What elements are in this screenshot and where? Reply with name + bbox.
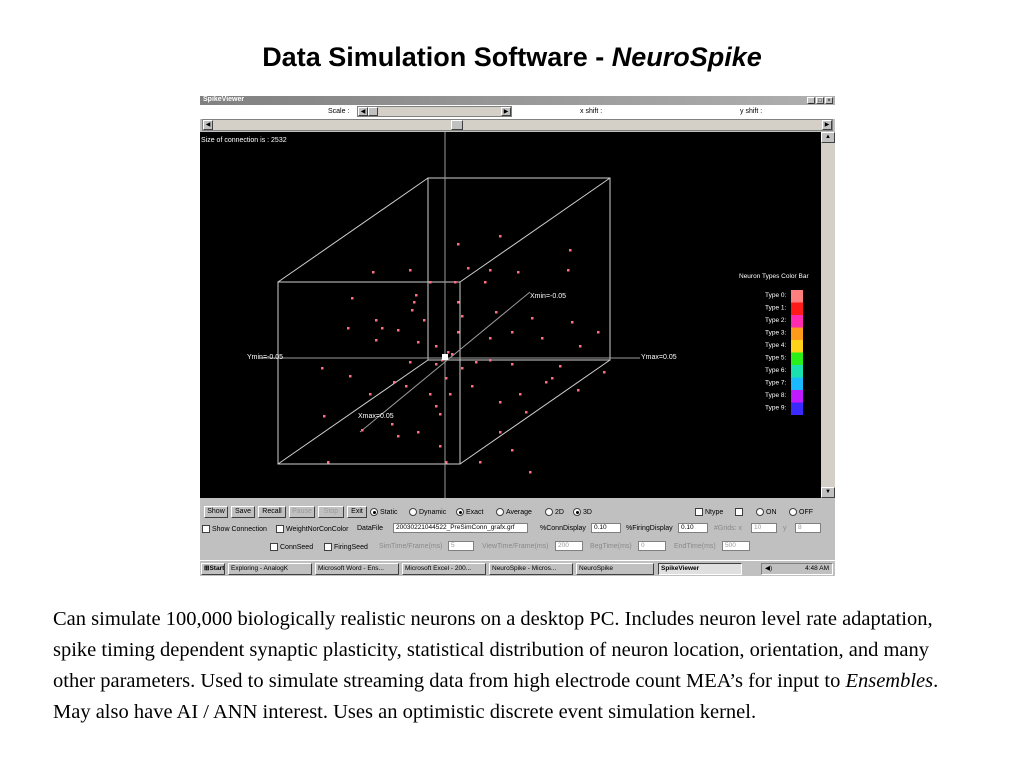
box-edge [278,360,428,464]
system-tray [761,563,833,575]
checkbox-icon [202,525,210,533]
simtime-input[interactable]: 5 [448,541,474,551]
legend-color-swatch [791,328,803,341]
neuron-point [479,461,482,464]
legend-color-swatch [791,303,803,316]
neuron-point [567,269,570,272]
slide-title-product: NeuroSpike [611,42,762,72]
legend-title: Neuron Types Color Bar [739,273,809,280]
maximize-icon[interactable]: □ [816,97,824,104]
viewtime-label: ViewTime/Frame(ms) [482,543,549,550]
firing-seed-label: FiringSeed [334,543,368,551]
neuron-point [405,385,408,388]
legend-type-label: Type 7: [765,379,787,387]
xshift-thumb[interactable] [451,120,463,130]
ntype-label: Ntype [705,508,724,516]
description-text: Can simulate 100,000 biologically realistic neurons on a desktop PC. Includes neuron level rate adaptation, spike timing dependent synaptic plasticity, statistical distribution of neuron location, orientation, and many other parameters. Used to simulate streaming data from high electrode count MEA’s for input to [53,608,933,692]
axes [260,132,640,498]
ntype-checkbox[interactable] [695,508,723,516]
neuron-point [361,429,364,432]
on-radio[interactable] [756,508,777,516]
legend-color-swatch [791,315,803,328]
task-spikeviewer[interactable]: SpikeViewer [658,563,742,575]
stop-button[interactable]: Stop [318,506,344,518]
on-label: ON [766,508,777,516]
neuron-point [423,319,426,322]
shift-controls [200,105,835,119]
neuron-point [417,431,420,434]
weight-color-label: WeightNorConColor [286,525,349,533]
radio-icon [756,508,764,516]
box-edge [460,360,610,464]
neuron-point [489,359,492,362]
close-icon[interactable]: × [825,97,833,104]
scroll-right-icon[interactable]: ▶ [501,107,511,116]
neuron-point [429,393,432,396]
neuron-point [529,471,532,474]
scroll-right-icon[interactable]: ▶ [822,120,832,130]
datafile-label: DataFile [357,525,384,532]
save-button[interactable]: Save [231,506,255,518]
neuron-point [559,365,562,368]
checkbox-icon [324,543,332,551]
grids-x-input[interactable]: 10 [751,523,777,533]
neuron-point [369,393,372,396]
neuron-point [517,271,520,274]
scale-scrollbar[interactable] [357,106,512,117]
neuron-point [321,367,324,370]
bounding-box [278,178,610,464]
radio-icon [545,508,553,516]
neuron-point [597,331,600,334]
yshift-label: y shift : [740,108,763,115]
neuron-point [519,393,522,396]
task-excel[interactable]: Microsoft Excel - 200... [402,563,486,575]
neuron-point [375,339,378,342]
neuron-point [447,351,450,354]
neuron-points [321,235,606,474]
neuron-point [449,393,452,396]
neuron-point [545,381,548,384]
neuron-point [347,327,350,330]
radio-icon [496,508,504,516]
neuron-point [467,267,470,270]
radio-selected-icon [456,508,464,516]
neuron-point [435,363,438,366]
legend-type-label: Type 4: [765,342,787,349]
weight-color-checkbox[interactable] [276,525,349,533]
checkbox-icon [276,525,284,533]
ntype-extra-checkbox[interactable] [735,508,745,516]
legend-type-label: Type 8: [765,392,787,399]
scroll-down-icon[interactable]: ▼ [821,487,835,498]
neuron-point [499,431,502,434]
off-radio[interactable] [789,508,813,516]
neuron-point [551,377,554,380]
description-ensembles: Ensembles [845,670,934,692]
neuron-point [435,405,438,408]
view-3d-label: 3D [583,508,592,516]
minimize-icon[interactable]: _ [807,97,815,104]
neuron-point [457,301,460,304]
neuron-point [323,415,326,418]
begtime-label: BegTime(ms) [590,543,632,550]
scroll-left-icon[interactable]: ◀ [203,120,213,130]
xmin-label: Xmin=-0.05 [530,293,566,300]
neuron-point [397,329,400,332]
legend-color-swatch [791,390,803,403]
canvas-vertical-scrollbar[interactable] [821,132,835,498]
windows-logo-icon: ⊞ [204,565,210,572]
exact-radio-label: Exact [466,508,484,516]
window-titlebar [200,96,835,105]
legend-color-swatch [791,353,803,366]
task-word[interactable]: Microsoft Word - Ens... [315,563,399,575]
neuron-point [577,389,580,392]
neuron-point [511,449,514,452]
neuron-point [409,269,412,272]
neuron-point [411,309,414,312]
view-2d-label: 2D [555,508,564,516]
average-radio-label: Average [506,508,532,516]
neuron-point [445,377,448,380]
neuron-point [349,375,352,378]
neuron-plot [200,132,821,498]
dynamic-radio-label: Dynamic [419,508,447,516]
legend-type-label: Type 9: [765,404,787,412]
neuron-point [393,381,396,384]
legend-type-label: Type 6: [765,367,787,374]
static-radio[interactable] [370,508,398,516]
legend-color-swatch [791,403,803,416]
off-label: OFF [799,508,813,516]
grids-x-label: #Grids: x [714,525,743,532]
conn-display-label: %ConnDisplay [540,525,586,532]
begtime-input[interactable]: 0 [638,541,666,551]
neuron-point [541,337,544,340]
neuron-point [375,319,378,322]
firing-display-label: %FiringDisplay [626,525,673,532]
checkbox-icon [270,543,278,551]
neuron-point [471,385,474,388]
neuron-point [439,413,442,416]
dynamic-radio[interactable] [409,508,446,516]
box-edge [278,178,428,282]
neuron-point [499,235,502,238]
neuron-point [397,435,400,438]
view-2d-radio[interactable] [545,508,564,516]
origin-marker [442,354,448,360]
legend-type-label: Type 5: [765,354,787,362]
neuron-point [439,445,442,448]
neuron-point [525,411,528,414]
task-exploring[interactable]: Exploring - AnalogK [228,563,312,575]
scroll-up-icon[interactable]: ▲ [821,132,835,143]
neuron-point [499,401,502,404]
legend-type-label: Type 2: [765,317,787,324]
box-edge [460,178,610,282]
neuron-point [571,321,574,324]
firing-display-input[interactable]: 0.10 [678,523,708,533]
neuron-point [495,311,498,314]
legend-color-swatch [791,378,803,391]
start-button[interactable]: ⊞Start [201,563,225,575]
conn-display-input[interactable]: 0.10 [591,523,621,533]
radio-icon [409,508,417,516]
connection-size-text: Size of connection is : 2532 [201,137,287,144]
neuron-point [457,331,460,334]
endtime-label: EndTime(ms) [674,543,716,550]
taskbar [200,560,835,576]
radio-icon [789,508,797,516]
neuron-point [489,337,492,340]
neuron-point [484,281,487,284]
neuron-point [445,461,448,464]
neuron-point [511,331,514,334]
viewtime-input[interactable]: 200 [555,541,583,551]
task-neurospike[interactable]: NeuroSpike [576,563,654,575]
legend-color-swatch [791,365,803,378]
screenshot-window [200,96,835,576]
neuron-point [569,249,572,252]
neuron-point [579,345,582,348]
neuron-point [475,361,478,364]
description [53,604,953,728]
xshift-scrollbar[interactable] [202,119,833,131]
control-panel [200,498,835,560]
scale-thumb[interactable] [368,107,378,116]
neuron-type-legend [765,290,803,415]
neuron-point [461,367,464,370]
neuron-point [409,361,412,364]
neuron-3d-canvas[interactable] [200,132,821,498]
neuron-point [457,243,460,246]
average-radio[interactable] [496,508,532,516]
speaker-icon[interactable]: ◀) [765,565,773,572]
checkbox-icon [735,508,743,516]
show-connection-checkbox[interactable] [202,525,267,533]
neuron-point [489,269,492,272]
radio-selected-icon [573,508,581,516]
clock: 4:48 AM [805,565,829,572]
neuron-point [417,341,420,344]
scroll-left-icon[interactable]: ◀ [358,107,368,116]
neuron-point [461,315,464,318]
window-title: SpikeViewer [203,96,245,103]
neuron-point [429,281,432,284]
conn-seed-label: ConnSeed [280,543,314,551]
static-radio-label: Static [380,508,398,516]
datafile-select[interactable] [393,523,528,533]
checkbox-icon [695,508,703,516]
simtime-label: SimTime/Frame(ms) [379,543,443,550]
endtime-input[interactable]: 500 [722,541,750,551]
task-neurospike-micros[interactable]: NeuroSpike - Micros... [489,563,573,575]
neuron-point [511,363,514,366]
neuron-point [415,294,418,297]
conn-seed-checkbox[interactable] [270,543,313,551]
recall-button[interactable]: Recall [258,506,286,518]
neuron-point [381,327,384,330]
window-controls [807,97,833,104]
exit-button[interactable]: Exit [347,506,367,518]
show-connection-label: Show Connection [212,525,267,533]
neuron-point [327,461,330,464]
legend-type-label: Type 3: [765,329,787,337]
neuron-point [351,297,354,300]
legend-color-swatch [791,290,803,303]
xshift-label: x shift : [580,108,603,115]
radio-selected-icon [370,508,378,516]
scale-label: Scale : [328,108,350,115]
grids-y-input[interactable]: 8 [795,523,821,533]
grids-y-label: y [783,525,787,532]
exact-radio[interactable] [456,508,484,516]
neuron-point [454,281,457,284]
slide-title: Data Simulation Software - NeuroSpike [262,42,762,72]
neuron-point [435,345,438,348]
neuron-point [413,301,416,304]
neuron-point [372,271,375,274]
neuron-point [391,423,394,426]
pause-button[interactable]: Pause [289,506,315,518]
ymax-label: Ymax=0.05 [641,354,677,361]
datafile-value: 20030221044522_PreSimConn_grafx.grf [396,524,515,531]
show-button[interactable]: Show [204,506,228,518]
legend-type-label: Type 1: [765,304,787,312]
legend-color-swatch [791,340,803,353]
box-front-face [278,282,460,464]
ymin-label: Ymin=-0.05 [247,354,283,361]
xmax-label: Xmax=0.05 [358,413,394,420]
box-back-face [428,178,610,360]
firing-seed-checkbox[interactable] [324,543,368,551]
neuron-point [451,353,454,356]
neuron-point [603,371,606,374]
neuron-point [531,317,534,320]
legend-type-label: Type 0: [765,292,787,299]
view-3d-radio[interactable] [573,508,592,516]
description-text-end: . May also have AI / ANN interest. Uses an optimistic discrete event simulation kernel. [53,670,939,723]
